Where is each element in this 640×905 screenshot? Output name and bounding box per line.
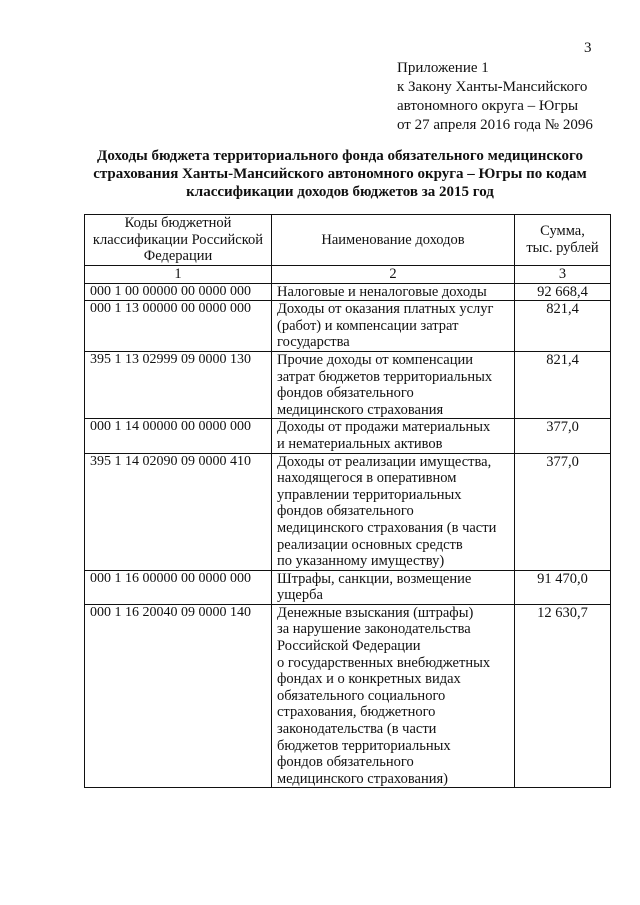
revenue-name [272,604,515,788]
revenue-name-line: обязательного социального [277,687,446,704]
revenue-name-line: Прочие доходы от компенсации [277,351,474,368]
revenue-name-line: Доходы от оказания платных услуг [277,301,494,318]
table-body [85,283,611,788]
page-number: 3 [584,40,592,56]
revenue-name-line: фондов обязательного [277,385,414,402]
revenue-name-line: фондов обязательного [277,503,414,520]
revenue-amount: 377,0 [515,419,611,453]
revenue-name-line: за нарушение законодательства [277,621,471,638]
table-row [85,419,611,453]
revenue-name-line: находящегося в оперативном [277,470,457,487]
revenue-name-line: реализации основных средств [277,536,463,553]
revenue-name [272,351,515,418]
revenue-name [272,283,515,301]
budget-code: 395 1 13 02999 09 0000 130 [85,351,272,418]
column-number: 3 [515,266,611,284]
title-line: классификации доходов бюджетов за 2015 год [186,184,494,200]
revenue-amount: 91 470,0 [515,570,611,604]
column-number-row [85,266,611,284]
revenue-name [272,453,515,570]
appendix-line: Приложение 1 [397,60,489,76]
table-row [85,604,611,788]
revenue-name-line: и нематериальных активов [277,435,443,452]
revenue-name-line: Налоговые и неналоговые доходы [277,283,487,300]
table-header-row [85,215,611,266]
table-row [85,570,611,604]
appendix-reference [397,59,593,135]
header-name: Наименование доходов [272,215,515,266]
revenue-name-line: (работ) и компенсации затрат [277,317,459,334]
document-title [60,147,620,201]
revenue-name-line: управлении территориальных [277,486,462,503]
revenue-name-line: Денежные взыскания (штрафы) [277,604,474,621]
revenue-name [272,419,515,453]
appendix-line: от 27 апреля 2016 года № 2096 [397,117,593,133]
revenue-name-line: медицинского страхования [277,401,444,418]
budget-code: 000 1 13 00000 00 0000 000 [85,301,272,352]
revenue-amount: 821,4 [515,351,611,418]
revenue-name-line: государства [277,334,350,351]
revenue-name-line: ущерба [277,587,323,604]
revenue-name-line: фондах и о конкретных видах [277,671,461,688]
table-row [85,301,611,352]
header-sum: Сумма, тыс. рублей [515,215,611,266]
revenue-table [84,214,611,788]
column-number: 2 [272,266,515,284]
revenue-name [272,301,515,352]
revenue-name-line: законодательства (в части [277,721,437,738]
revenue-name-line: страхования, бюджетного [277,704,436,721]
budget-code: 000 1 16 00000 00 0000 000 [85,570,272,604]
title-line: страхования Ханты-Мансийского автономного округа – Югры по кодам [93,166,587,182]
revenue-amount: 821,4 [515,301,611,352]
revenue-name [272,570,515,604]
table-row [85,453,611,570]
revenue-name-line: Доходы от реализации имущества, [277,453,492,470]
revenue-name-line: Российской Федерации [277,638,421,655]
revenue-name-line: по указанному имуществу) [277,553,445,570]
revenue-name-line: о государственных внебюджетных [277,654,491,671]
revenue-name-line: медицинского страхования) [277,770,448,787]
revenue-name-line: фондов обязательного [277,754,414,771]
revenue-amount: 12 630,7 [515,604,611,788]
table-row [85,283,611,301]
revenue-name-line: Доходы от продажи материальных [277,419,491,436]
revenue-name-line: медицинского страхования (в части [277,519,497,536]
budget-code: 000 1 16 20040 09 0000 140 [85,604,272,788]
revenue-name-line: затрат бюджетов территориальных [277,368,493,385]
budget-code: 395 1 14 02090 09 0000 410 [85,453,272,570]
column-number: 1 [85,266,272,284]
header-codes: Коды бюджетной классификации Российской Федерации [85,215,272,266]
revenue-amount: 92 668,4 [515,283,611,301]
revenue-amount: 377,0 [515,453,611,570]
budget-code: 000 1 00 00000 00 0000 000 [85,283,272,301]
appendix-line: к Закону Ханты-Мансийского [397,79,588,95]
title-line: Доходы бюджета территориального фонда обязательного медицинского [97,148,583,164]
table-row [85,351,611,418]
revenue-name-line: Штрафы, санкции, возмещение [277,570,472,587]
appendix-line: автономного округа – Югры [397,98,579,114]
budget-code: 000 1 14 00000 00 0000 000 [85,419,272,453]
revenue-name-line: бюджетов территориальных [277,737,451,754]
